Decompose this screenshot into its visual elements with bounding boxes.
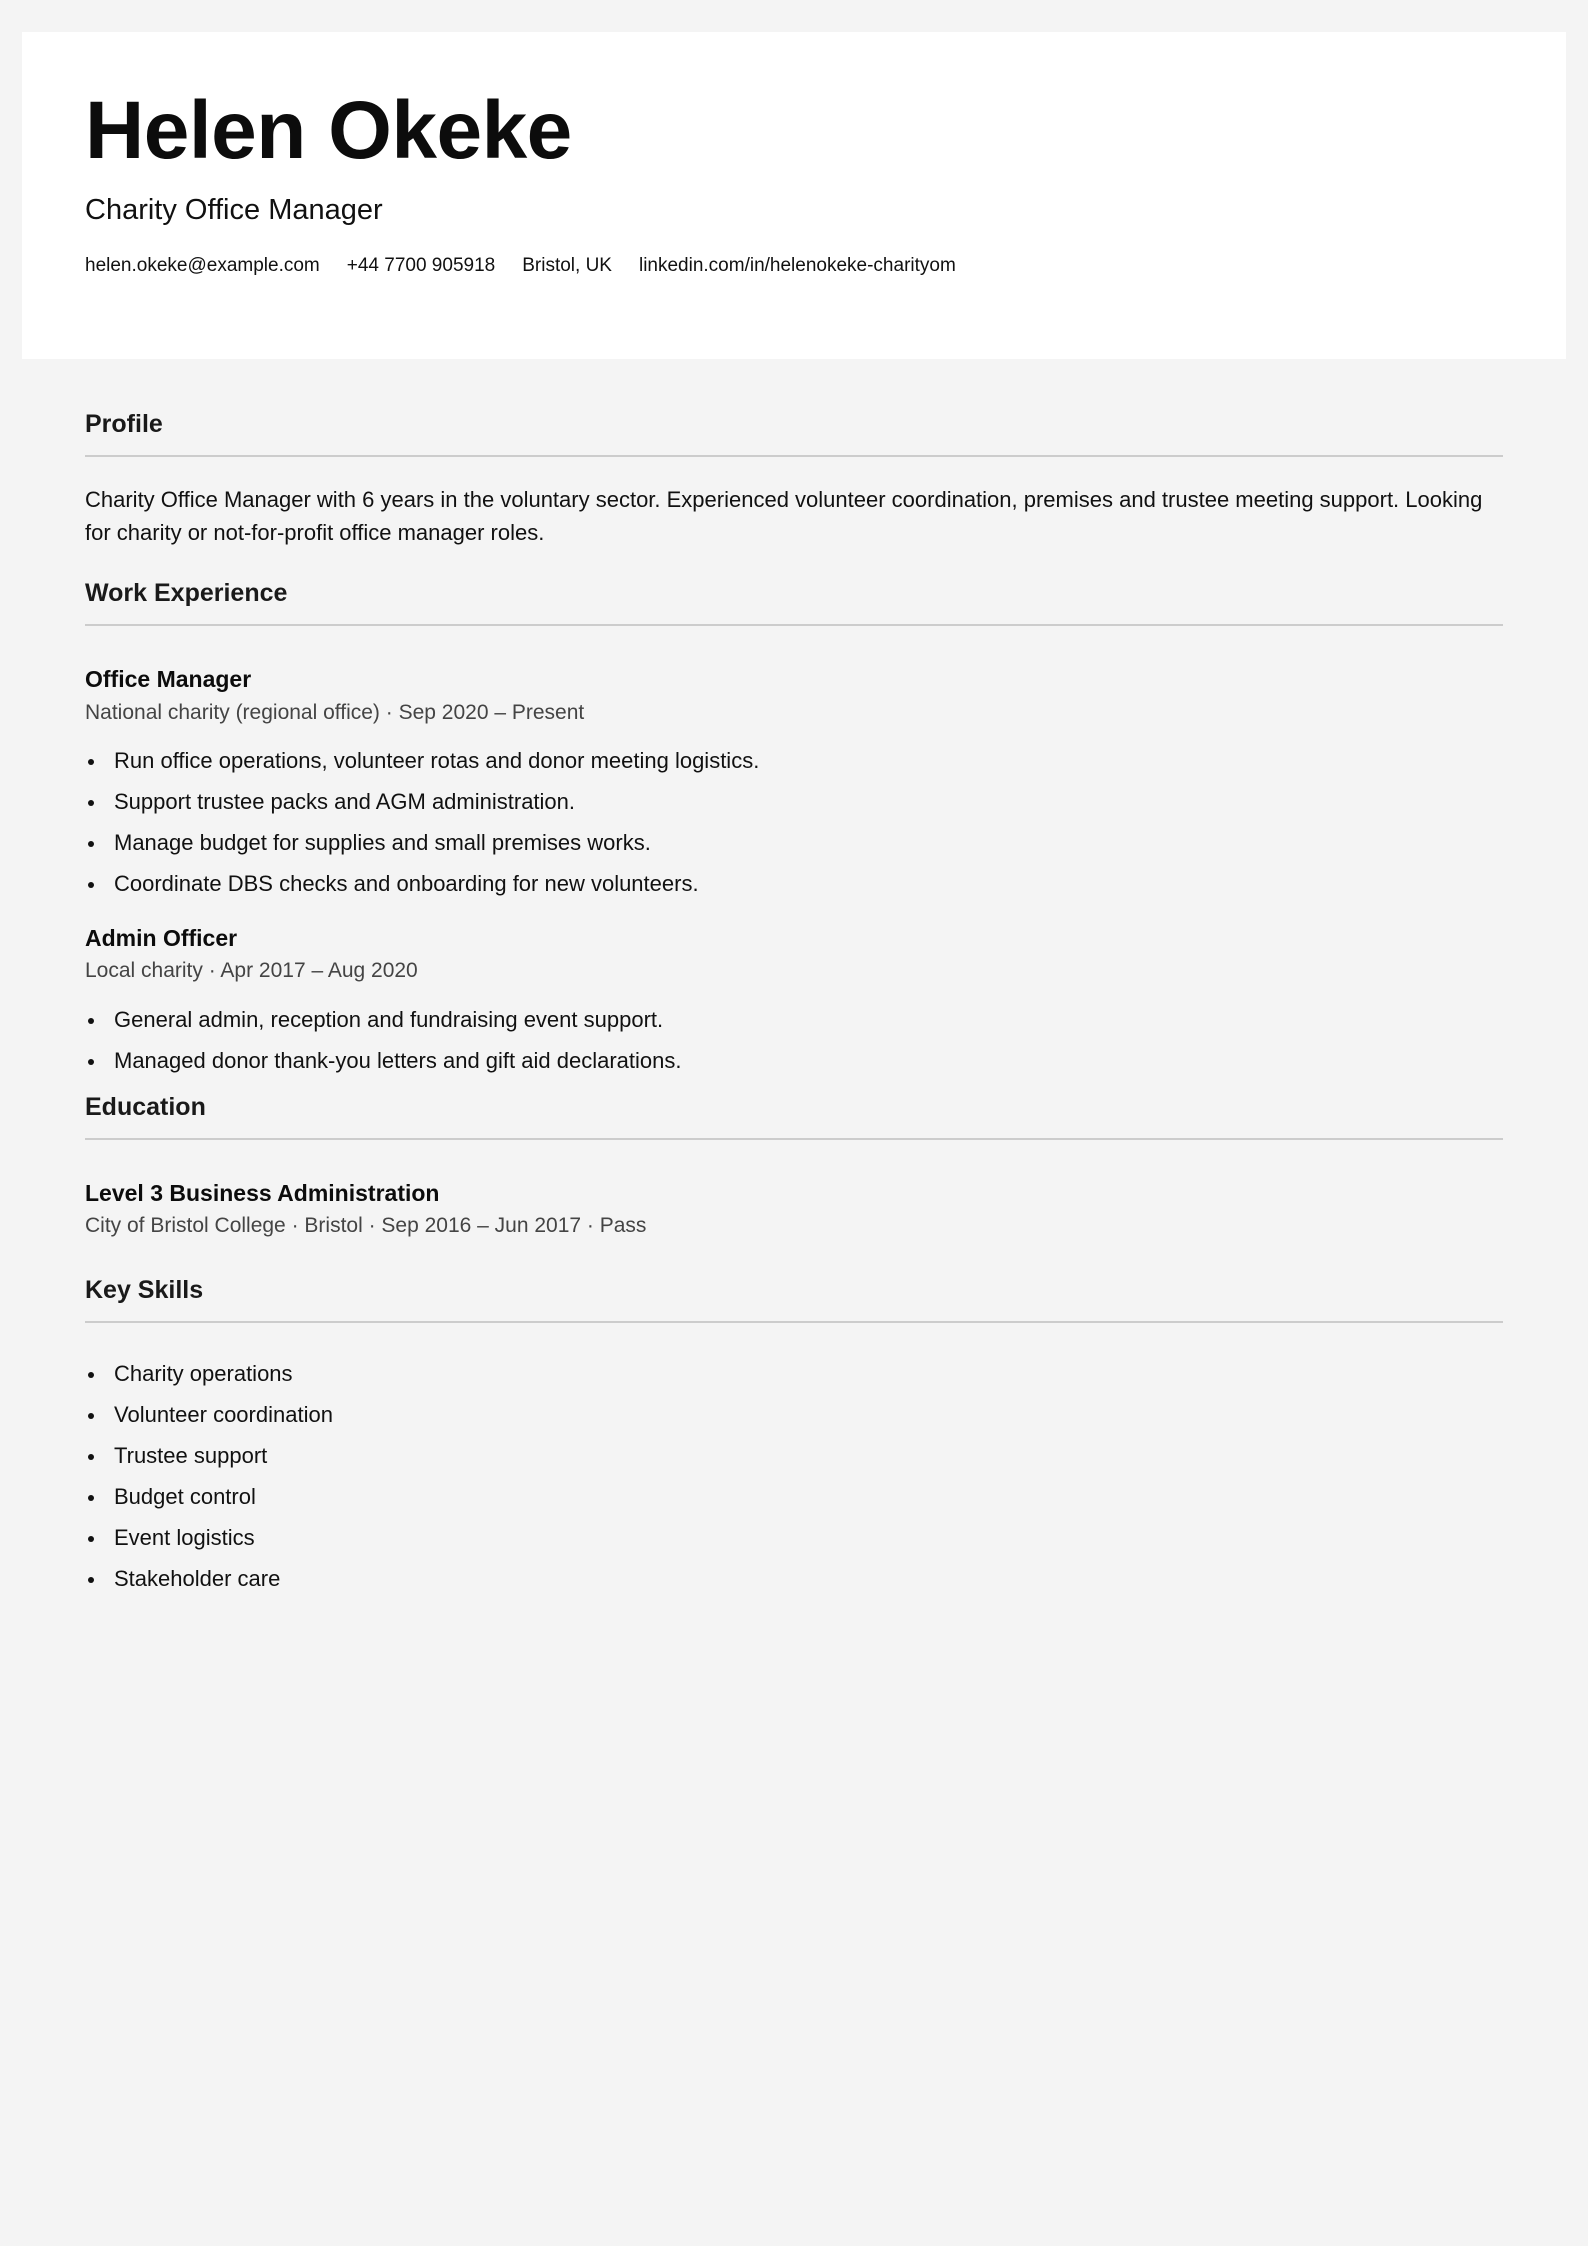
list-item: Support trustee packs and AGM administration. [85, 789, 1503, 815]
contact-location: Bristol, UK [522, 255, 612, 276]
education-meta: City of Bristol College · Bristol · Sep 2016 – Jun 2017 · Pass [85, 1214, 647, 1238]
work-experience-section [85, 579, 1503, 1074]
skills-list [85, 1361, 1503, 1592]
contact-linkedin[interactable]: linkedin.com/in/helenokeke-charityom [638, 255, 956, 276]
list-item: Run office operations, volunteer rotas and donor meeting logistics. [85, 748, 1503, 774]
list-item: Coordinate DBS checks and onboarding for new volunteers. [85, 871, 1503, 897]
resume-body [85, 410, 1503, 1607]
contact-phone[interactable]: +44 7700 905918 [346, 255, 496, 276]
job-title: Office Manager [85, 666, 252, 692]
profile-text: Charity Office Manager with 6 years in the voluntary sector. Experienced volunteer coordination, premises and trustee meeting support. Looking for charity or not-for-profit office manager roles. [85, 487, 1483, 545]
header-card [22, 32, 1566, 359]
contact-row [85, 255, 1566, 277]
job-entry [85, 666, 1503, 897]
skill-item: Volunteer coordination [85, 1402, 1503, 1428]
section-heading-work-experience: Work Experience [85, 579, 1503, 626]
education-entry [85, 1180, 1503, 1240]
education-section [85, 1093, 1503, 1240]
skill-item: Event logistics [85, 1525, 1503, 1551]
section-heading-profile: Profile [85, 410, 1503, 457]
job-entry [85, 925, 1503, 1074]
education-title: Level 3 Business Administration [85, 1179, 440, 1206]
key-skills-section [85, 1276, 1503, 1592]
skill-item: Charity operations [85, 1361, 1503, 1387]
candidate-name: Helen Okeke [85, 85, 572, 176]
job-bullets [85, 1007, 1503, 1074]
section-heading-education: Education [85, 1093, 1503, 1140]
job-meta: National charity (regional office) · Sep 2020 – Present [85, 700, 585, 724]
profile-section [85, 410, 1503, 549]
section-heading-key-skills: Key Skills [85, 1276, 1503, 1323]
list-item: Manage budget for supplies and small premises works. [85, 830, 1503, 856]
job-bullets [85, 748, 1503, 897]
list-item: General admin, reception and fundraising event support. [85, 1007, 1503, 1033]
contact-email[interactable]: helen.okeke@example.com [85, 255, 320, 276]
job-meta: Local charity · Apr 2017 – Aug 2020 [85, 959, 418, 983]
candidate-title: Charity Office Manager [85, 194, 383, 226]
skill-item: Stakeholder care [85, 1566, 1503, 1592]
list-item: Managed donor thank-you letters and gift aid declarations. [85, 1048, 1503, 1074]
skill-item: Trustee support [85, 1443, 1503, 1469]
job-title: Admin Officer [85, 924, 238, 951]
skill-item: Budget control [85, 1484, 1503, 1510]
